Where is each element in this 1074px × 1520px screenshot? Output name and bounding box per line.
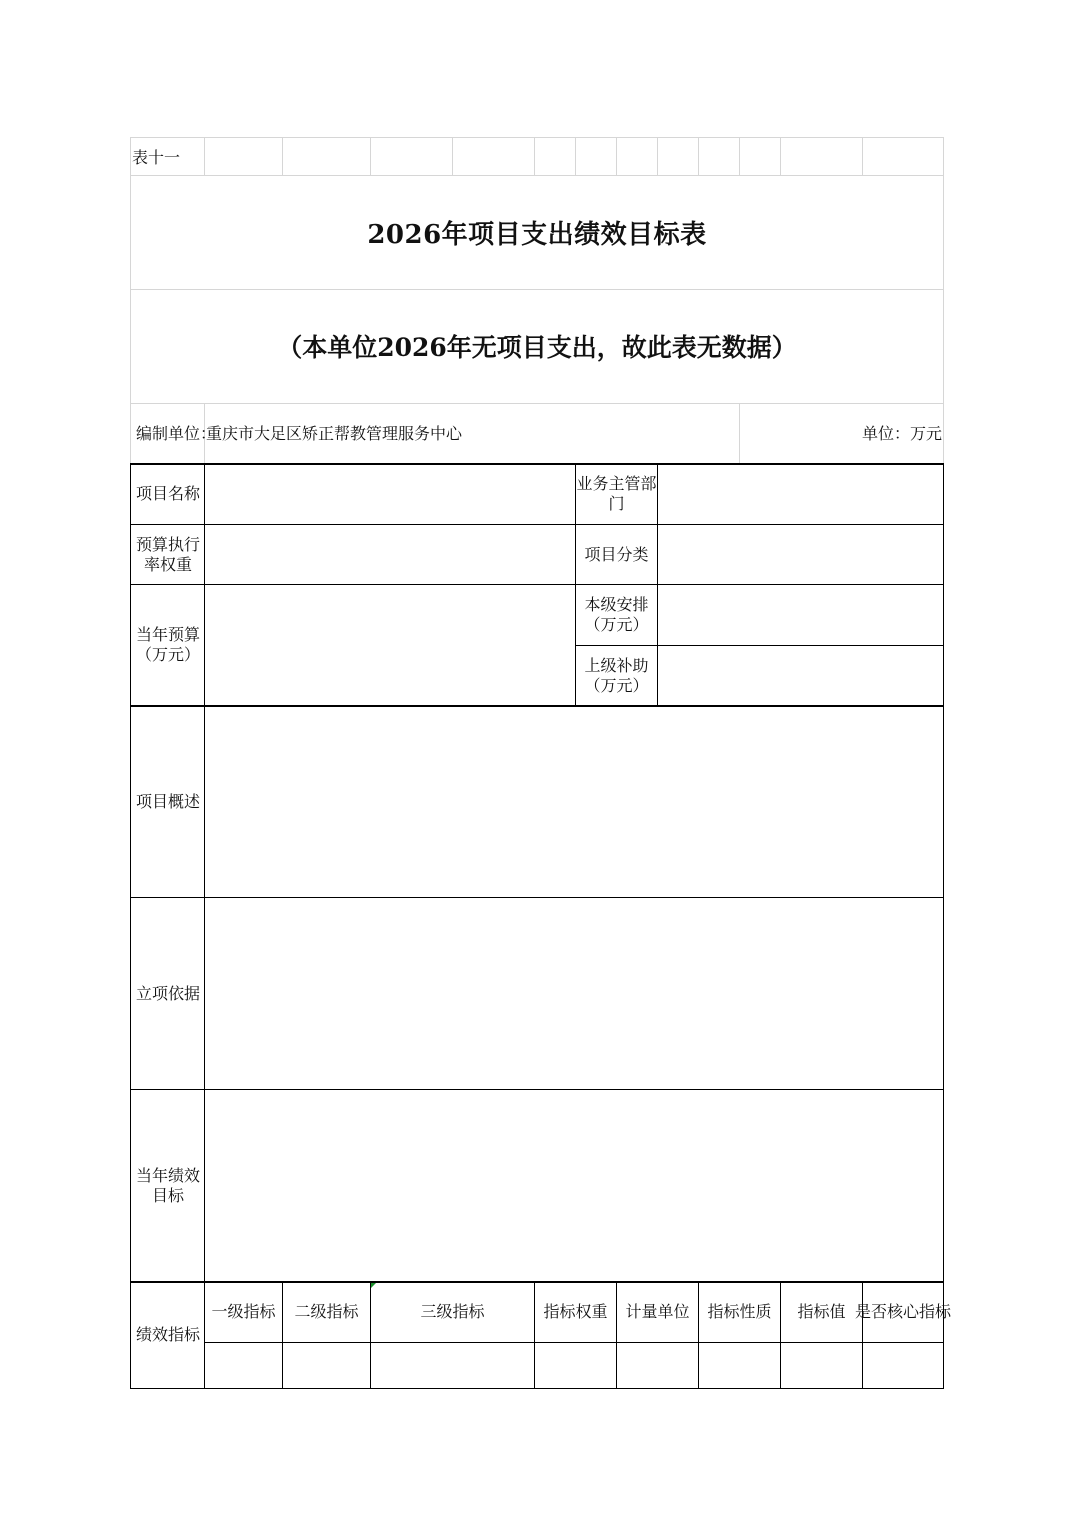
gridline [575, 137, 576, 175]
no-data-note: （本单位2026年无项目支出，故此表无数据） [277, 333, 797, 362]
compiler-label: 编制单位： [136, 424, 217, 443]
indicator-header: 计量单位 [625, 1302, 690, 1321]
label-category: 项目分类 [584, 544, 649, 564]
gridline [130, 137, 944, 138]
label-basis: 立项依据 [135, 983, 200, 1003]
upper-subsidy-value-cell[interactable] [658, 646, 943, 705]
indicator-header: 指标性质 [707, 1302, 772, 1321]
gridline [698, 137, 699, 175]
label-indicators: 绩效指标 [135, 1325, 200, 1344]
gridline [862, 137, 863, 175]
local-alloc-value-cell[interactable] [658, 585, 943, 645]
project-name-value-cell[interactable] [205, 464, 575, 524]
indicator-header: 三级指标 [420, 1302, 485, 1321]
indicator-header: 二级指标 [294, 1302, 359, 1321]
gridline [282, 137, 283, 175]
gridline [370, 137, 371, 175]
table-border [130, 463, 131, 1389]
label-local-alloc: 本级安排（万元） [584, 595, 649, 634]
gridline [534, 137, 535, 175]
gridline [657, 137, 658, 175]
gridline [780, 137, 781, 175]
overview-value-cell[interactable] [205, 706, 943, 897]
annual-goal-value-cell[interactable] [205, 1090, 943, 1281]
annual-budget-value-cell[interactable] [205, 585, 575, 705]
basis-value-cell[interactable] [205, 898, 943, 1089]
table-border [943, 463, 944, 1389]
indicator-header: 指标值 [797, 1302, 846, 1321]
gridline [130, 403, 944, 404]
exec-rate-value-cell[interactable] [205, 525, 575, 584]
category-value-cell[interactable] [658, 525, 943, 584]
department-value-cell[interactable] [658, 464, 943, 524]
unit-label: 单位：万元 [861, 424, 942, 443]
gridline [616, 137, 617, 175]
gridline [739, 137, 740, 175]
gridline [739, 403, 740, 463]
table-border [130, 1388, 944, 1389]
label-annual-budget: 当年预算（万元） [135, 625, 200, 664]
indicator-header: 指标权重 [543, 1302, 608, 1321]
gridline [452, 137, 453, 175]
table-number: 表十一 [132, 148, 181, 167]
indicator-header: 是否核心指标 [855, 1302, 952, 1321]
gridline [204, 137, 205, 175]
label-exec-rate: 预算执行率权重 [135, 534, 200, 574]
compiler-value: 重庆市大足区矫正帮教管理服务中心 [206, 424, 463, 443]
page-title: 2026年项目支出绩效目标表 [367, 219, 707, 250]
performance-target-sheet [130, 137, 952, 1390]
indicator-header: 一级指标 [211, 1302, 276, 1321]
label-department: 业务主管部门 [576, 474, 657, 513]
label-upper-subsidy: 上级补助（万元） [584, 655, 649, 695]
label-annual-goal: 当年绩效目标 [135, 1165, 200, 1205]
label-overview: 项目概述 [135, 791, 200, 811]
indicator-value-row[interactable] [205, 1343, 943, 1388]
label-project-name: 项目名称 [135, 484, 200, 503]
